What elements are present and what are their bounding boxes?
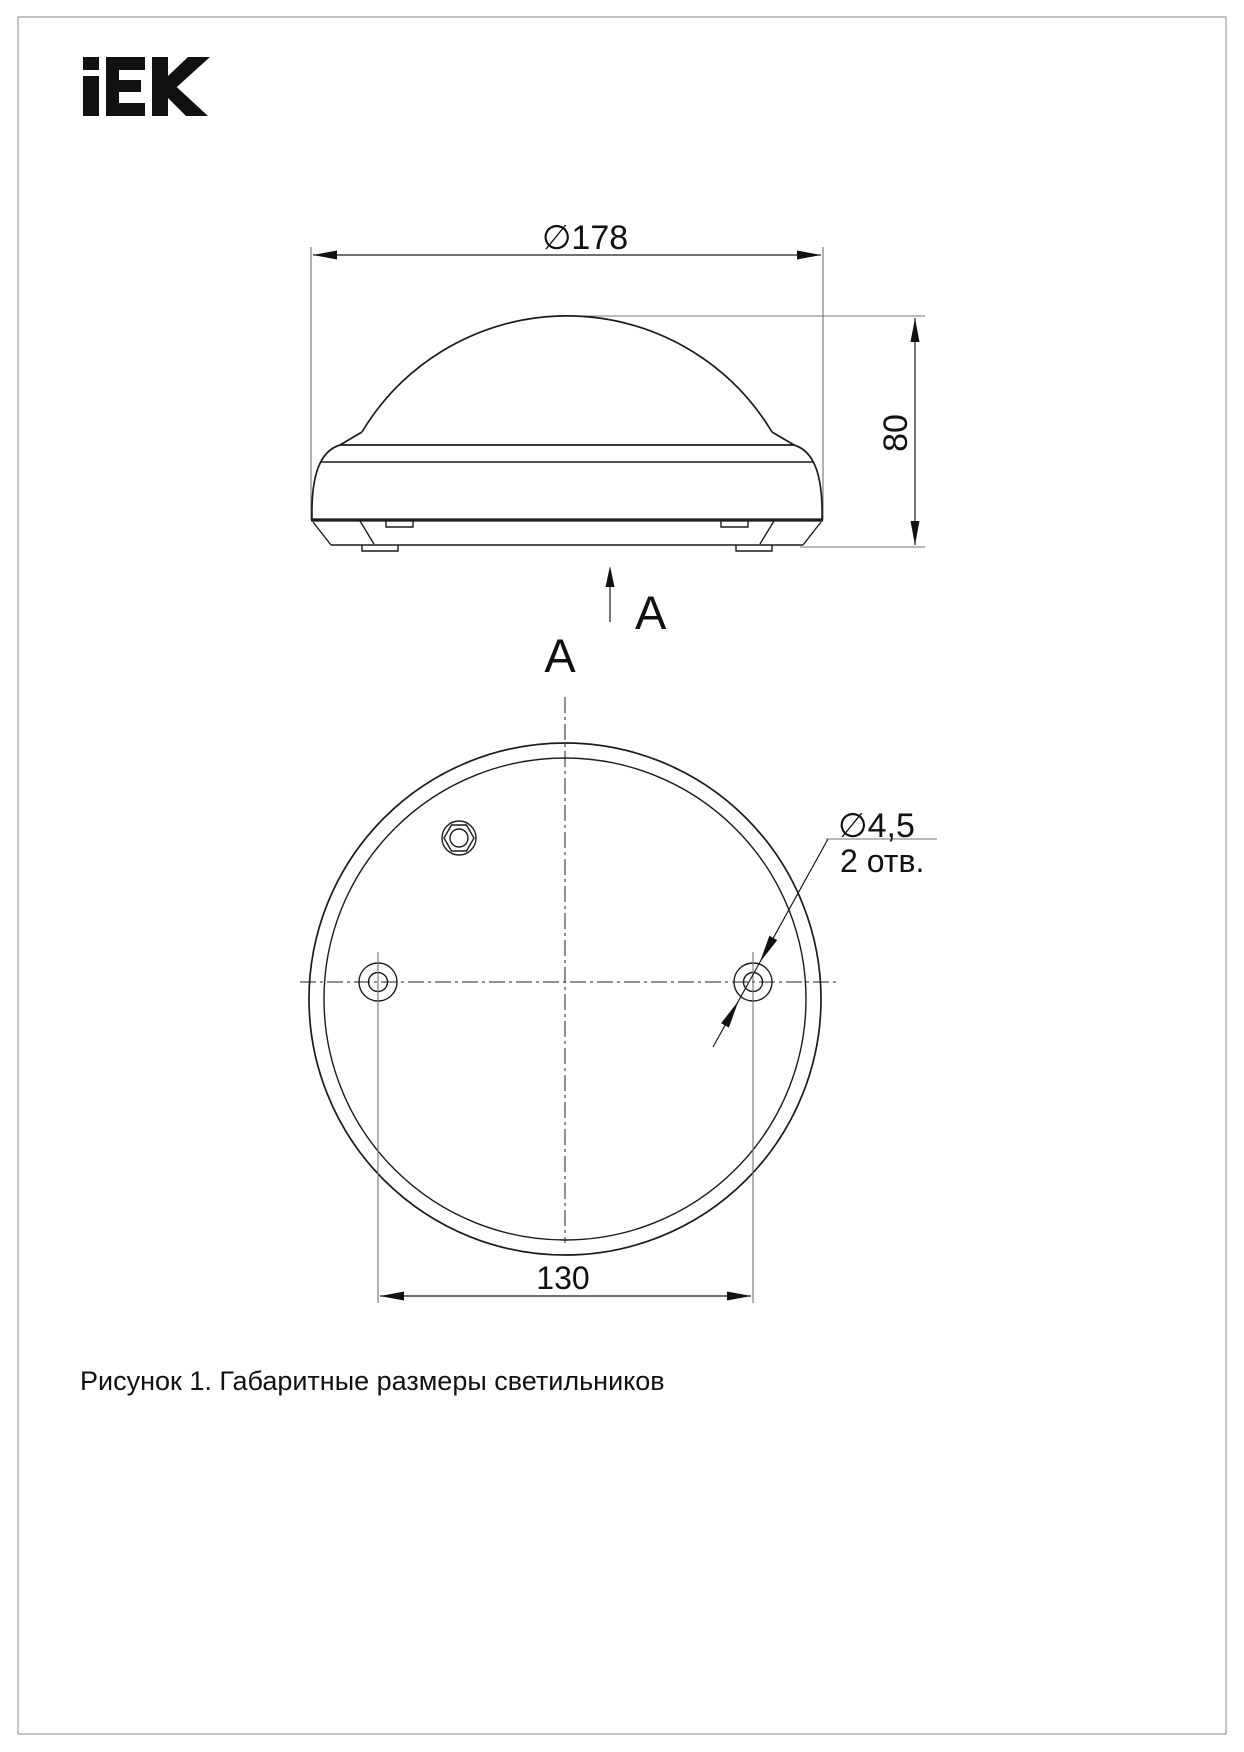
- hole-spacing-label: 130: [536, 1260, 590, 1296]
- hole-diameter-label: ∅4,5: [838, 807, 915, 845]
- lamp-base: [311, 445, 823, 520]
- section-cut-arrow: [606, 566, 668, 639]
- dim-height-80: [877, 318, 920, 545]
- dim-height-80-label: 80: [877, 414, 915, 452]
- page-border: [18, 17, 1226, 1734]
- dim-diameter-178-label: ∅178: [541, 219, 629, 257]
- dim-diameter-178: [313, 219, 821, 260]
- hole-count-label: 2 отв.: [840, 843, 925, 879]
- figure-caption: Рисунок 1. Габаритные размеры светильников: [80, 1366, 665, 1396]
- bottom-view: [300, 629, 937, 1303]
- section-view-label: A: [544, 629, 576, 682]
- lamp-dome: [340, 316, 794, 445]
- iek-logo: [83, 57, 210, 116]
- side-view: [311, 219, 925, 639]
- dim-hole-spacing-130: [380, 1260, 751, 1301]
- hex-nut: [442, 821, 476, 855]
- lamp-feet: [313, 521, 821, 551]
- dim-hole-diameter-leader: [713, 807, 937, 1047]
- section-cut-label: A: [635, 586, 667, 639]
